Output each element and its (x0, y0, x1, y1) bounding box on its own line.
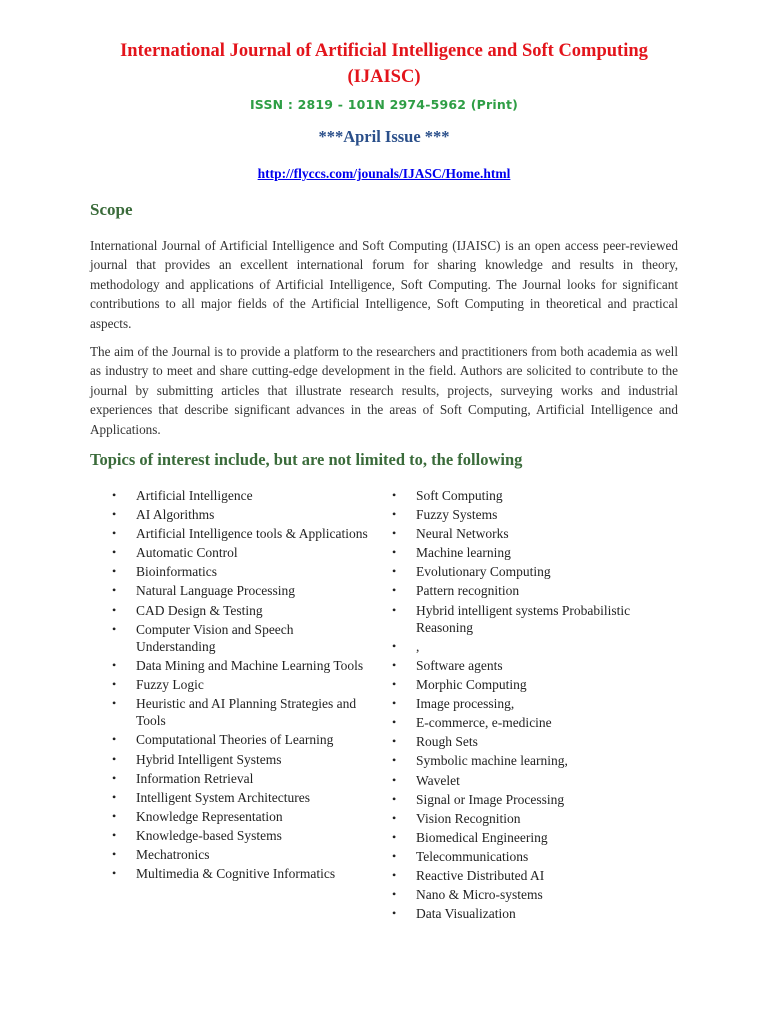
topic-label: Computational Theories of Learning (136, 732, 334, 748)
topic-item (112, 544, 372, 561)
topic-label: Hybrid intelligent systems Probabilistic Reasoning (416, 602, 631, 635)
topic-label: Reactive Distributed AI (416, 867, 545, 883)
topic-item (392, 638, 682, 655)
topic-item (392, 810, 682, 827)
topic-item (112, 582, 372, 599)
topic-label: Nano & Micro-systems (416, 887, 543, 903)
topic-label: Information Retrieval (136, 770, 254, 786)
topic-item (112, 846, 372, 863)
topic-item (112, 602, 372, 619)
bullet-icon: • (392, 526, 397, 541)
topic-label: Artificial Intelligence tools & Applications (136, 526, 368, 542)
topic-label: Multimedia & Cognitive Informatics (136, 866, 336, 882)
topic-label: Rough Sets (416, 734, 478, 750)
topic-label: Symbolic machine learning, (416, 753, 568, 769)
bullet-icon: • (392, 867, 397, 882)
bullet-icon: • (392, 753, 397, 768)
topic-item (392, 695, 682, 712)
topic-label: Heuristic and AI Planning Strategies and Tools (136, 696, 357, 729)
topic-label: Computer Vision and Speech Understanding (136, 621, 294, 654)
topic-item (112, 789, 372, 806)
topic-label: Fuzzy Logic (136, 677, 204, 693)
topic-label: , (416, 638, 420, 654)
topic-item (392, 772, 682, 789)
topics-heading: Topics of interest include, but are not limited to, the following (90, 450, 523, 469)
topic-item (392, 582, 682, 599)
topic-item (392, 905, 682, 922)
bullet-icon: • (392, 507, 397, 522)
bullet-icon: • (392, 488, 397, 502)
topic-item (392, 867, 682, 884)
issn-line: ISSN : 2819 - 101N 2974-5962 (Print) (249, 97, 519, 112)
issue-line: ***April Issue *** (318, 127, 450, 146)
topic-item (392, 487, 682, 504)
scope-paragraph-2: The aim of the Journal is to provide a platform to the researchers and practitioners from both academia as well as industry to meet and share cutting-edge development in the field. Authors are solicited to contribute to the journal by submitting articles that illustrate research results, projects, surveying works and industrial experiences that describe significant advances in the areas of Soft Computing, Artificial Intelligence and Applications. (90, 344, 678, 437)
bullet-icon: • (112, 545, 117, 560)
topic-label: Automatic Control (136, 545, 238, 561)
topic-item (112, 731, 372, 748)
topic-item (112, 676, 372, 693)
topics-list-right (392, 487, 682, 924)
bullet-icon: • (112, 583, 117, 598)
bullet-icon: • (392, 810, 397, 825)
bullet-icon: • (112, 827, 117, 842)
bullet-icon: • (112, 488, 117, 502)
bullet-icon: • (112, 808, 117, 823)
topic-label: E-commerce, e-medicine (416, 715, 552, 731)
topic-label: Machine learning (416, 545, 511, 561)
scope-paragraph-1: International Journal of Artificial Intelligence and Soft Computing (IJAISC) is an open access peer-reviewed journal that provides an excellent international forum for sharing knowledge and results in theory, methodology and applications of Artificial Intelligence, Soft Computing. The Journal looks for significant contributions to all major fields of the Artificial Intelligence, Soft Computing in theoretical and practical aspects. (90, 238, 678, 331)
bullet-icon: • (112, 621, 117, 636)
topic-item (392, 752, 682, 769)
topic-label: Mechatronics (136, 847, 210, 862)
bullet-icon: • (392, 583, 397, 598)
bullet-icon: • (392, 564, 397, 579)
bullet-icon: • (112, 732, 117, 747)
topic-label: Morphic Computing (416, 677, 527, 693)
topic-label: Evolutionary Computing (416, 564, 551, 580)
topic-label: Soft Computing (416, 488, 503, 503)
bullet-icon: • (112, 657, 117, 672)
bullet-icon: • (112, 602, 117, 617)
bullet-icon: • (112, 751, 117, 766)
bullet-icon: • (392, 696, 397, 711)
journal-url (0, 166, 768, 182)
topic-label: Telecommunications (416, 848, 529, 864)
topic-label: CAD Design & Testing (136, 602, 263, 618)
topic-label: Wavelet (416, 772, 460, 788)
bullet-icon: • (392, 638, 397, 653)
topic-item (112, 621, 372, 655)
journal-url-link[interactable]: http://flyccs.com/jounals/IJASC/Home.html (257, 166, 511, 181)
bullet-icon: • (112, 507, 117, 522)
bullet-icon: • (392, 657, 397, 672)
topic-label: Knowledge Representation (136, 808, 283, 824)
bullet-icon: • (112, 526, 117, 541)
topic-item (392, 733, 682, 750)
topic-item (392, 544, 682, 561)
bullet-icon: • (392, 848, 397, 863)
bullet-icon: • (112, 677, 117, 692)
bullet-icon: • (392, 829, 397, 844)
topic-label: Fuzzy Systems (416, 507, 498, 523)
bullet-icon: • (392, 602, 397, 617)
topic-item (112, 751, 372, 768)
bullet-icon: • (112, 866, 117, 881)
journal-title: International Journal of Artificial Intelligence and Soft Computing (IJAISC) (120, 41, 648, 87)
scope-heading: Scope (90, 200, 133, 219)
topic-label: Data Mining and Machine Learning Tools (136, 657, 364, 673)
topic-item (392, 602, 682, 636)
bullet-icon: • (392, 906, 397, 921)
topic-item (112, 695, 372, 729)
topic-label: Software agents (416, 657, 503, 673)
topic-label: Artificial Intelligence (136, 488, 253, 503)
bullet-icon: • (112, 696, 117, 711)
bullet-icon: • (112, 847, 117, 861)
topic-item (392, 714, 682, 731)
bullet-icon: • (112, 789, 117, 804)
topic-item (392, 791, 682, 808)
topic-item (112, 827, 372, 844)
topic-item (112, 487, 372, 504)
topic-item (392, 525, 682, 542)
topic-label: Hybrid Intelligent Systems (136, 751, 282, 767)
topic-item (112, 770, 372, 787)
bullet-icon: • (392, 677, 397, 692)
bullet-icon: • (392, 791, 397, 806)
topic-item (392, 848, 682, 865)
topic-label: Neural Networks (416, 526, 509, 542)
topic-item (112, 808, 372, 825)
topic-item (392, 563, 682, 580)
topic-item (392, 886, 682, 903)
topic-item (112, 865, 372, 882)
topic-label: Vision Recognition (416, 810, 521, 826)
topic-label: Data Visualization (416, 906, 516, 922)
topic-item (112, 506, 372, 523)
bullet-icon: • (392, 715, 397, 730)
topic-item (392, 506, 682, 523)
topic-label: Biomedical Engineering (416, 829, 548, 845)
bullet-icon: • (392, 734, 397, 749)
topic-item (112, 563, 372, 580)
topic-label: Signal or Image Processing (416, 791, 565, 807)
topic-label: AI Algorithms (136, 507, 215, 523)
bullet-icon: • (392, 772, 397, 787)
topic-label: Pattern recognition (416, 583, 520, 599)
topic-item (112, 525, 372, 542)
topic-item (392, 676, 682, 693)
topic-label: Knowledge-based Systems (136, 827, 282, 843)
topic-item (392, 657, 682, 674)
bullet-icon: • (392, 545, 397, 560)
topic-label: Intelligent System Architectures (136, 789, 310, 805)
bullet-icon: • (112, 770, 117, 785)
topic-item (112, 657, 372, 674)
bullet-icon: • (392, 887, 397, 902)
bullet-icon: • (112, 564, 117, 579)
topic-label: Bioinformatics (136, 564, 217, 580)
topic-item (392, 829, 682, 846)
topics-list-left (112, 487, 372, 884)
topic-label: Image processing, (416, 696, 515, 712)
topic-label: Natural Language Processing (136, 583, 295, 599)
